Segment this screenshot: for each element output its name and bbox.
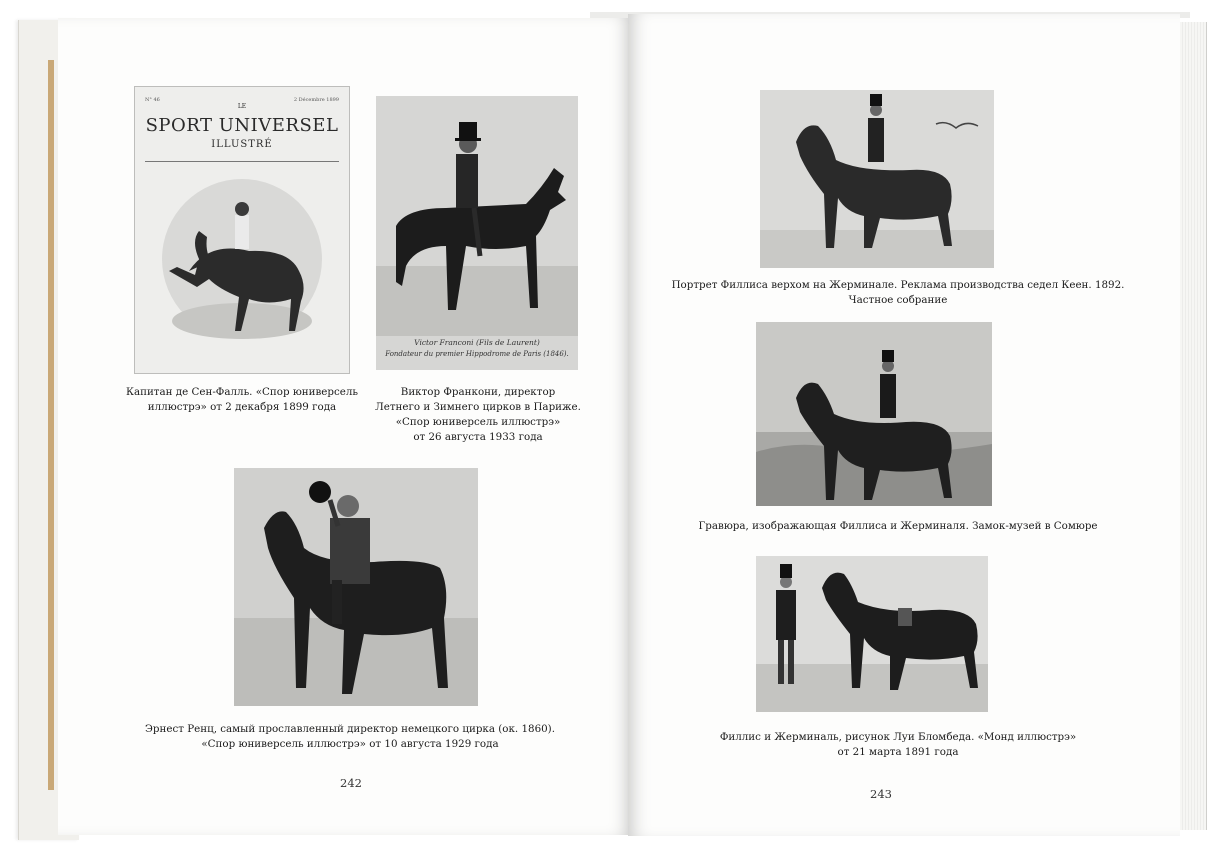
caption-franconi-line3: «Спор юниверсель иллюстрэ»	[395, 416, 561, 428]
magazine-title: SPORT UNIVERSEL	[145, 115, 339, 136]
caption-franconi	[358, 385, 598, 445]
engraving-illustration	[756, 322, 992, 506]
right-page	[628, 14, 1180, 836]
engraving-photo	[756, 322, 992, 506]
caption-phillis-portrait	[668, 278, 1128, 308]
magazine-subtitle: ILLUSTRÉ	[211, 139, 273, 150]
franconi-horse-illustration	[376, 96, 578, 370]
caption-franconi-line1: Виктор Франкони, директор	[400, 386, 556, 398]
caption-engraving-line1: Гравюра, изображающая Филлиса и Жерминаля. Замок-музей в Сомюре	[698, 520, 1098, 532]
franconi-inscription-line2: Fondateur du premier Hippodrome de Paris (1846).	[385, 350, 569, 358]
magazine-le: LE	[237, 103, 247, 110]
page-stack-edge	[1180, 22, 1207, 830]
franconi-photo	[376, 96, 578, 370]
franconi-inscription-line1: Victor Franconi (Fils de Laurent)	[414, 338, 540, 347]
magazine-date: 2 Décembre 1899	[293, 97, 339, 103]
caption-saint-phalle-line1: Капитан де Сен-Фалль. «Спор юниверсель	[125, 386, 359, 398]
left-page	[58, 18, 630, 835]
caption-saint-phalle	[120, 385, 364, 415]
page-number-right: 243	[870, 787, 892, 801]
caption-blombed-line1: Филлис и Жерминаль, рисунок Луи Бломбеда. «Монд иллюстрэ»	[719, 731, 1077, 743]
caption-saint-phalle-line2: иллюстрэ» от 2 декабря 1899 года	[147, 401, 337, 413]
caption-engraving	[668, 519, 1128, 534]
caption-franconi-line4: от 26 августа 1933 года	[413, 431, 543, 443]
caption-franconi-line2: Летнего и Зимнего цирков в Париже.	[375, 401, 581, 413]
magazine-horse-illustration	[149, 171, 335, 357]
phillis-portrait-photo	[760, 90, 994, 268]
caption-renz-line1: Эрнест Ренц, самый прославленный директор немецкого цирка (ок. 1860).	[145, 723, 555, 735]
caption-blombed-line2: от 21 марта 1891 года	[837, 746, 959, 758]
caption-phillis-portrait-line1: Портрет Филлиса верхом на Жерминале. Реклама производства седел Кеен. 1892.	[671, 279, 1125, 291]
caption-renz	[120, 722, 580, 752]
phillis-portrait-illustration	[760, 90, 994, 268]
renz-horse-illustration	[234, 468, 478, 706]
caption-renz-line2: «Спор юниверсель иллюстрэ» от 10 августа 1929 года	[201, 738, 499, 750]
caption-blombed	[668, 730, 1128, 760]
page-number-left: 242	[340, 776, 362, 790]
magazine-cover-image	[134, 86, 350, 374]
blombed-drawing-photo	[756, 556, 988, 712]
magazine-issue-no: N° 46	[145, 97, 160, 103]
renz-photo	[234, 468, 478, 706]
magazine-title-rule	[145, 161, 339, 162]
caption-phillis-portrait-line2: Частное собрание	[848, 294, 948, 306]
blombed-drawing-illustration	[756, 556, 988, 712]
book-spine-strip	[48, 60, 54, 790]
